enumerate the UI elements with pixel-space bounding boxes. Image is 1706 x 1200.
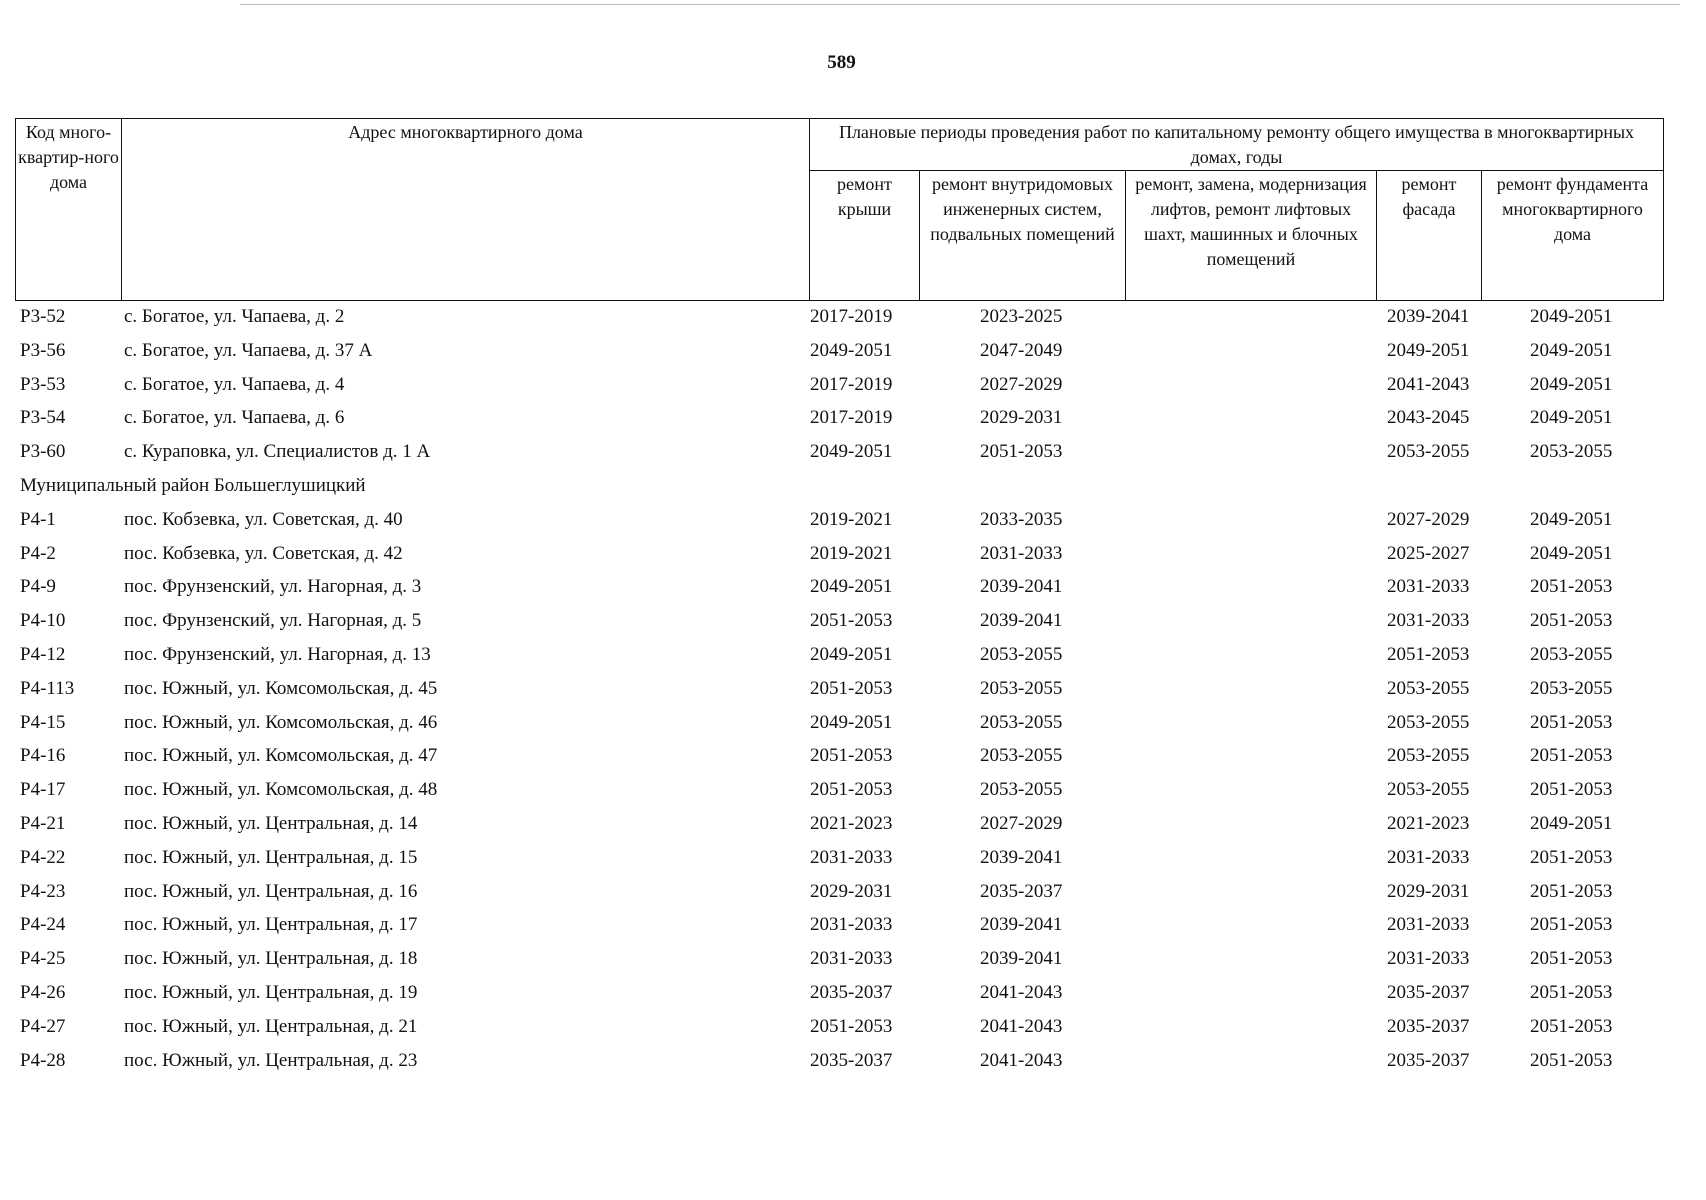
cell-address: с. Богатое, ул. Чапаева, д. 4 [124,373,345,395]
cell-roof: 2049-2051 [810,441,893,463]
cell-systems: 2027-2029 [980,812,1063,834]
cell-foundation: 2053-2055 [1530,441,1613,463]
cell-address: с. Богатое, ул. Чапаева, д. 6 [124,407,345,429]
cell-address: пос. Южный, ул. Комсомольская, д. 47 [124,745,438,767]
cell-facade: 2053-2055 [1387,745,1470,767]
cell-address: пос. Южный, ул. Центральная, д. 14 [124,812,418,834]
cell-foundation: 2051-2053 [1530,846,1613,868]
cell-roof: 2019-2021 [810,508,893,530]
cell-address: пос. Кобзевка, ул. Советская, д. 40 [124,508,403,530]
table-row [15,368,1663,402]
cell-foundation: 2051-2053 [1530,948,1613,970]
cell-code: Р4-12 [20,643,66,665]
cell-foundation: 2051-2053 [1530,981,1613,1003]
cell-code: Р4-21 [20,812,66,834]
table-row [15,706,1663,740]
table-body [15,300,1663,1077]
header-facade: ремонт фасада [1377,171,1482,301]
cell-foundation: 2049-2051 [1530,812,1613,834]
cell-roof: 2049-2051 [810,339,893,361]
cell-address: пос. Южный, ул. Комсомольская, д. 46 [124,711,438,733]
cell-address: с. Кураповка, ул. Специалистов д. 1 А [124,441,431,463]
cell-foundation: 2051-2053 [1530,576,1613,598]
table-row [15,401,1663,435]
cell-facade: 2031-2033 [1387,846,1470,868]
cell-systems: 2031-2033 [980,542,1063,564]
table-row [15,435,1663,469]
table-row [15,638,1663,672]
cell-code: Р4-26 [20,981,66,1003]
cell-roof: 2051-2053 [810,677,893,699]
cell-foundation: 2049-2051 [1530,306,1613,327]
table-row [15,773,1663,807]
cell-systems: 2053-2055 [980,745,1063,767]
cell-address: пос. Южный, ул. Центральная, д. 21 [124,1015,418,1037]
cell-code: Р4-113 [20,677,75,699]
cell-facade: 2035-2037 [1387,1015,1470,1037]
cell-facade: 2021-2023 [1387,812,1470,834]
cell-foundation: 2049-2051 [1530,542,1613,564]
table-row [15,976,1663,1010]
cell-roof: 2021-2023 [810,812,893,834]
table-row [15,604,1663,638]
cell-roof: 2051-2053 [810,745,893,767]
cell-code: Р4-24 [20,914,66,936]
header-address: Адрес многоквартирного дома [122,119,810,301]
cell-systems: 2039-2041 [980,610,1063,632]
cell-roof: 2049-2051 [810,576,893,598]
cell-roof: 2017-2019 [810,306,893,327]
cell-code: Р4-1 [20,508,56,530]
cell-facade: 2035-2037 [1387,981,1470,1003]
cell-systems: 2053-2055 [980,677,1063,699]
cell-code: Р3-60 [20,441,66,463]
cell-foundation: 2049-2051 [1530,373,1613,395]
cell-facade: 2031-2033 [1387,576,1470,598]
cell-address: пос. Южный, ул. Комсомольская, д. 48 [124,779,438,801]
cell-facade: 2025-2027 [1387,542,1470,564]
cell-systems: 2027-2029 [980,373,1063,395]
cell-facade: 2053-2055 [1387,711,1470,733]
cell-address: пос. Южный, ул. Центральная, д. 18 [124,948,418,970]
table-row [15,942,1663,976]
cell-foundation: 2053-2055 [1530,677,1613,699]
table-row [15,1044,1663,1078]
cell-address: пос. Южный, ул. Центральная, д. 19 [124,981,418,1003]
cell-systems: 2029-2031 [980,407,1063,429]
cell-systems: 2053-2055 [980,779,1063,801]
cell-foundation: 2051-2053 [1530,914,1613,936]
cell-foundation: 2049-2051 [1530,339,1613,361]
cell-foundation: 2051-2053 [1530,711,1613,733]
cell-systems: 2039-2041 [980,576,1063,598]
cell-facade: 2041-2043 [1387,373,1470,395]
header-code: Код много-квартир-ного дома [16,119,122,301]
cell-roof: 2019-2021 [810,542,893,564]
cell-systems: 2047-2049 [980,339,1063,361]
table-row [15,334,1663,368]
cell-facade: 2027-2029 [1387,508,1470,530]
table-row [15,875,1663,909]
cell-code: Р4-10 [20,610,66,632]
table-row [15,841,1663,875]
cell-facade: 2053-2055 [1387,677,1470,699]
cell-systems: 2039-2041 [980,948,1063,970]
cell-address: пос. Фрунзенский, ул. Нагорная, д. 5 [124,610,422,632]
page-number: 589 [827,52,856,73]
cell-roof: 2029-2031 [810,880,893,902]
cell-roof: 2017-2019 [810,407,893,429]
cell-code: Р3-56 [20,339,66,361]
cell-facade: 2031-2033 [1387,610,1470,632]
cell-systems: 2053-2055 [980,643,1063,665]
cell-address: пос. Фрунзенский, ул. Нагорная, д. 13 [124,643,431,665]
cell-roof: 2049-2051 [810,711,893,733]
cell-foundation: 2051-2053 [1530,745,1613,767]
cell-roof: 2051-2053 [810,610,893,632]
table-row [15,672,1663,706]
cell-roof: 2035-2037 [810,1049,893,1071]
cell-systems: 2039-2041 [980,846,1063,868]
cell-roof: 2031-2033 [810,948,893,970]
cell-foundation: 2051-2053 [1530,610,1613,632]
cell-code: Р4-27 [20,1015,66,1037]
cell-roof: 2031-2033 [810,914,893,936]
header-lifts: ремонт, замена, модернизация лифтов, ремонт лифтовых шахт, машинных и блочных помещений [1126,171,1377,301]
cell-facade: 2029-2031 [1387,880,1470,902]
cell-facade: 2043-2045 [1387,407,1470,429]
cell-roof: 2035-2037 [810,981,893,1003]
header-roof: ремонт крыши [810,171,920,301]
cell-facade: 2053-2055 [1387,441,1470,463]
cell-address: пос. Южный, ул. Комсомольская, д. 45 [124,677,438,699]
cell-systems: 2023-2025 [980,306,1063,327]
cell-foundation: 2051-2053 [1530,779,1613,801]
table-header [15,118,1664,301]
cell-code: Р4-2 [20,542,56,564]
header-periods: Плановые периоды проведения работ по капитальному ремонту общего имущества в многоквартирных домах, годы [810,119,1664,171]
cell-code: Р4-25 [20,948,66,970]
cell-address: пос. Южный, ул. Центральная, д. 17 [124,914,418,936]
table-row [15,503,1663,537]
cell-facade: 2031-2033 [1387,948,1470,970]
cell-address: пос. Фрунзенский, ул. Нагорная, д. 3 [124,576,422,598]
cell-code: Р4-9 [20,576,56,598]
cell-foundation: 2051-2053 [1530,1049,1613,1071]
scan-top-rule [240,4,1680,5]
cell-facade: 2035-2037 [1387,1049,1470,1071]
table-row [15,570,1663,604]
table-row [15,537,1663,571]
cell-systems: 2053-2055 [980,711,1063,733]
cell-roof: 2051-2053 [810,779,893,801]
cell-address: пос. Южный, ул. Центральная, д. 16 [124,880,418,902]
cell-roof: 2031-2033 [810,846,893,868]
cell-foundation: 2053-2055 [1530,643,1613,665]
cell-systems: 2039-2041 [980,914,1063,936]
cell-code: Р4-22 [20,846,66,868]
cell-code: Р4-16 [20,745,66,767]
cell-code: Р4-15 [20,711,66,733]
cell-address: пос. Южный, ул. Центральная, д. 23 [124,1049,418,1071]
cell-facade: 2049-2051 [1387,339,1470,361]
cell-code: Р4-28 [20,1049,66,1071]
cell-roof: 2051-2053 [810,1015,893,1037]
section-heading-row [15,469,1663,503]
cell-address: с. Богатое, ул. Чапаева, д. 37 А [124,339,373,361]
cell-code: Р4-17 [20,779,66,801]
cell-foundation: 2049-2051 [1530,508,1613,530]
table-row [15,1010,1663,1044]
table-row [15,300,1663,334]
cell-systems: 2035-2037 [980,880,1063,902]
cell-facade: 2039-2041 [1387,306,1470,327]
cell-roof: 2017-2019 [810,373,893,395]
cell-systems: 2041-2043 [980,1049,1063,1071]
table-row [15,739,1663,773]
cell-foundation: 2051-2053 [1530,1015,1613,1037]
cell-address: с. Богатое, ул. Чапаева, д. 2 [124,306,345,327]
cell-systems: 2033-2035 [980,508,1063,530]
header-foundation: ремонт фундамента многоквартирного дома [1482,171,1664,301]
cell-systems: 2051-2053 [980,441,1063,463]
section-title: Муниципальный район Большеглушицкий [20,474,366,496]
cell-systems: 2041-2043 [980,981,1063,1003]
header-systems: ремонт внутридомовых инженерных систем, подвальных помещений [920,171,1126,301]
cell-address: пос. Южный, ул. Центральная, д. 15 [124,846,418,868]
cell-code: Р3-53 [20,373,66,395]
cell-address: пос. Кобзевка, ул. Советская, д. 42 [124,542,403,564]
cell-code: Р3-54 [20,407,66,429]
table-row [15,908,1663,942]
cell-code: Р3-52 [20,306,66,327]
cell-foundation: 2049-2051 [1530,407,1613,429]
cell-facade: 2031-2033 [1387,914,1470,936]
cell-foundation: 2051-2053 [1530,880,1613,902]
cell-systems: 2041-2043 [980,1015,1063,1037]
cell-code: Р4-23 [20,880,66,902]
table-row [15,807,1663,841]
cell-roof: 2049-2051 [810,643,893,665]
cell-facade: 2053-2055 [1387,779,1470,801]
cell-facade: 2051-2053 [1387,643,1470,665]
